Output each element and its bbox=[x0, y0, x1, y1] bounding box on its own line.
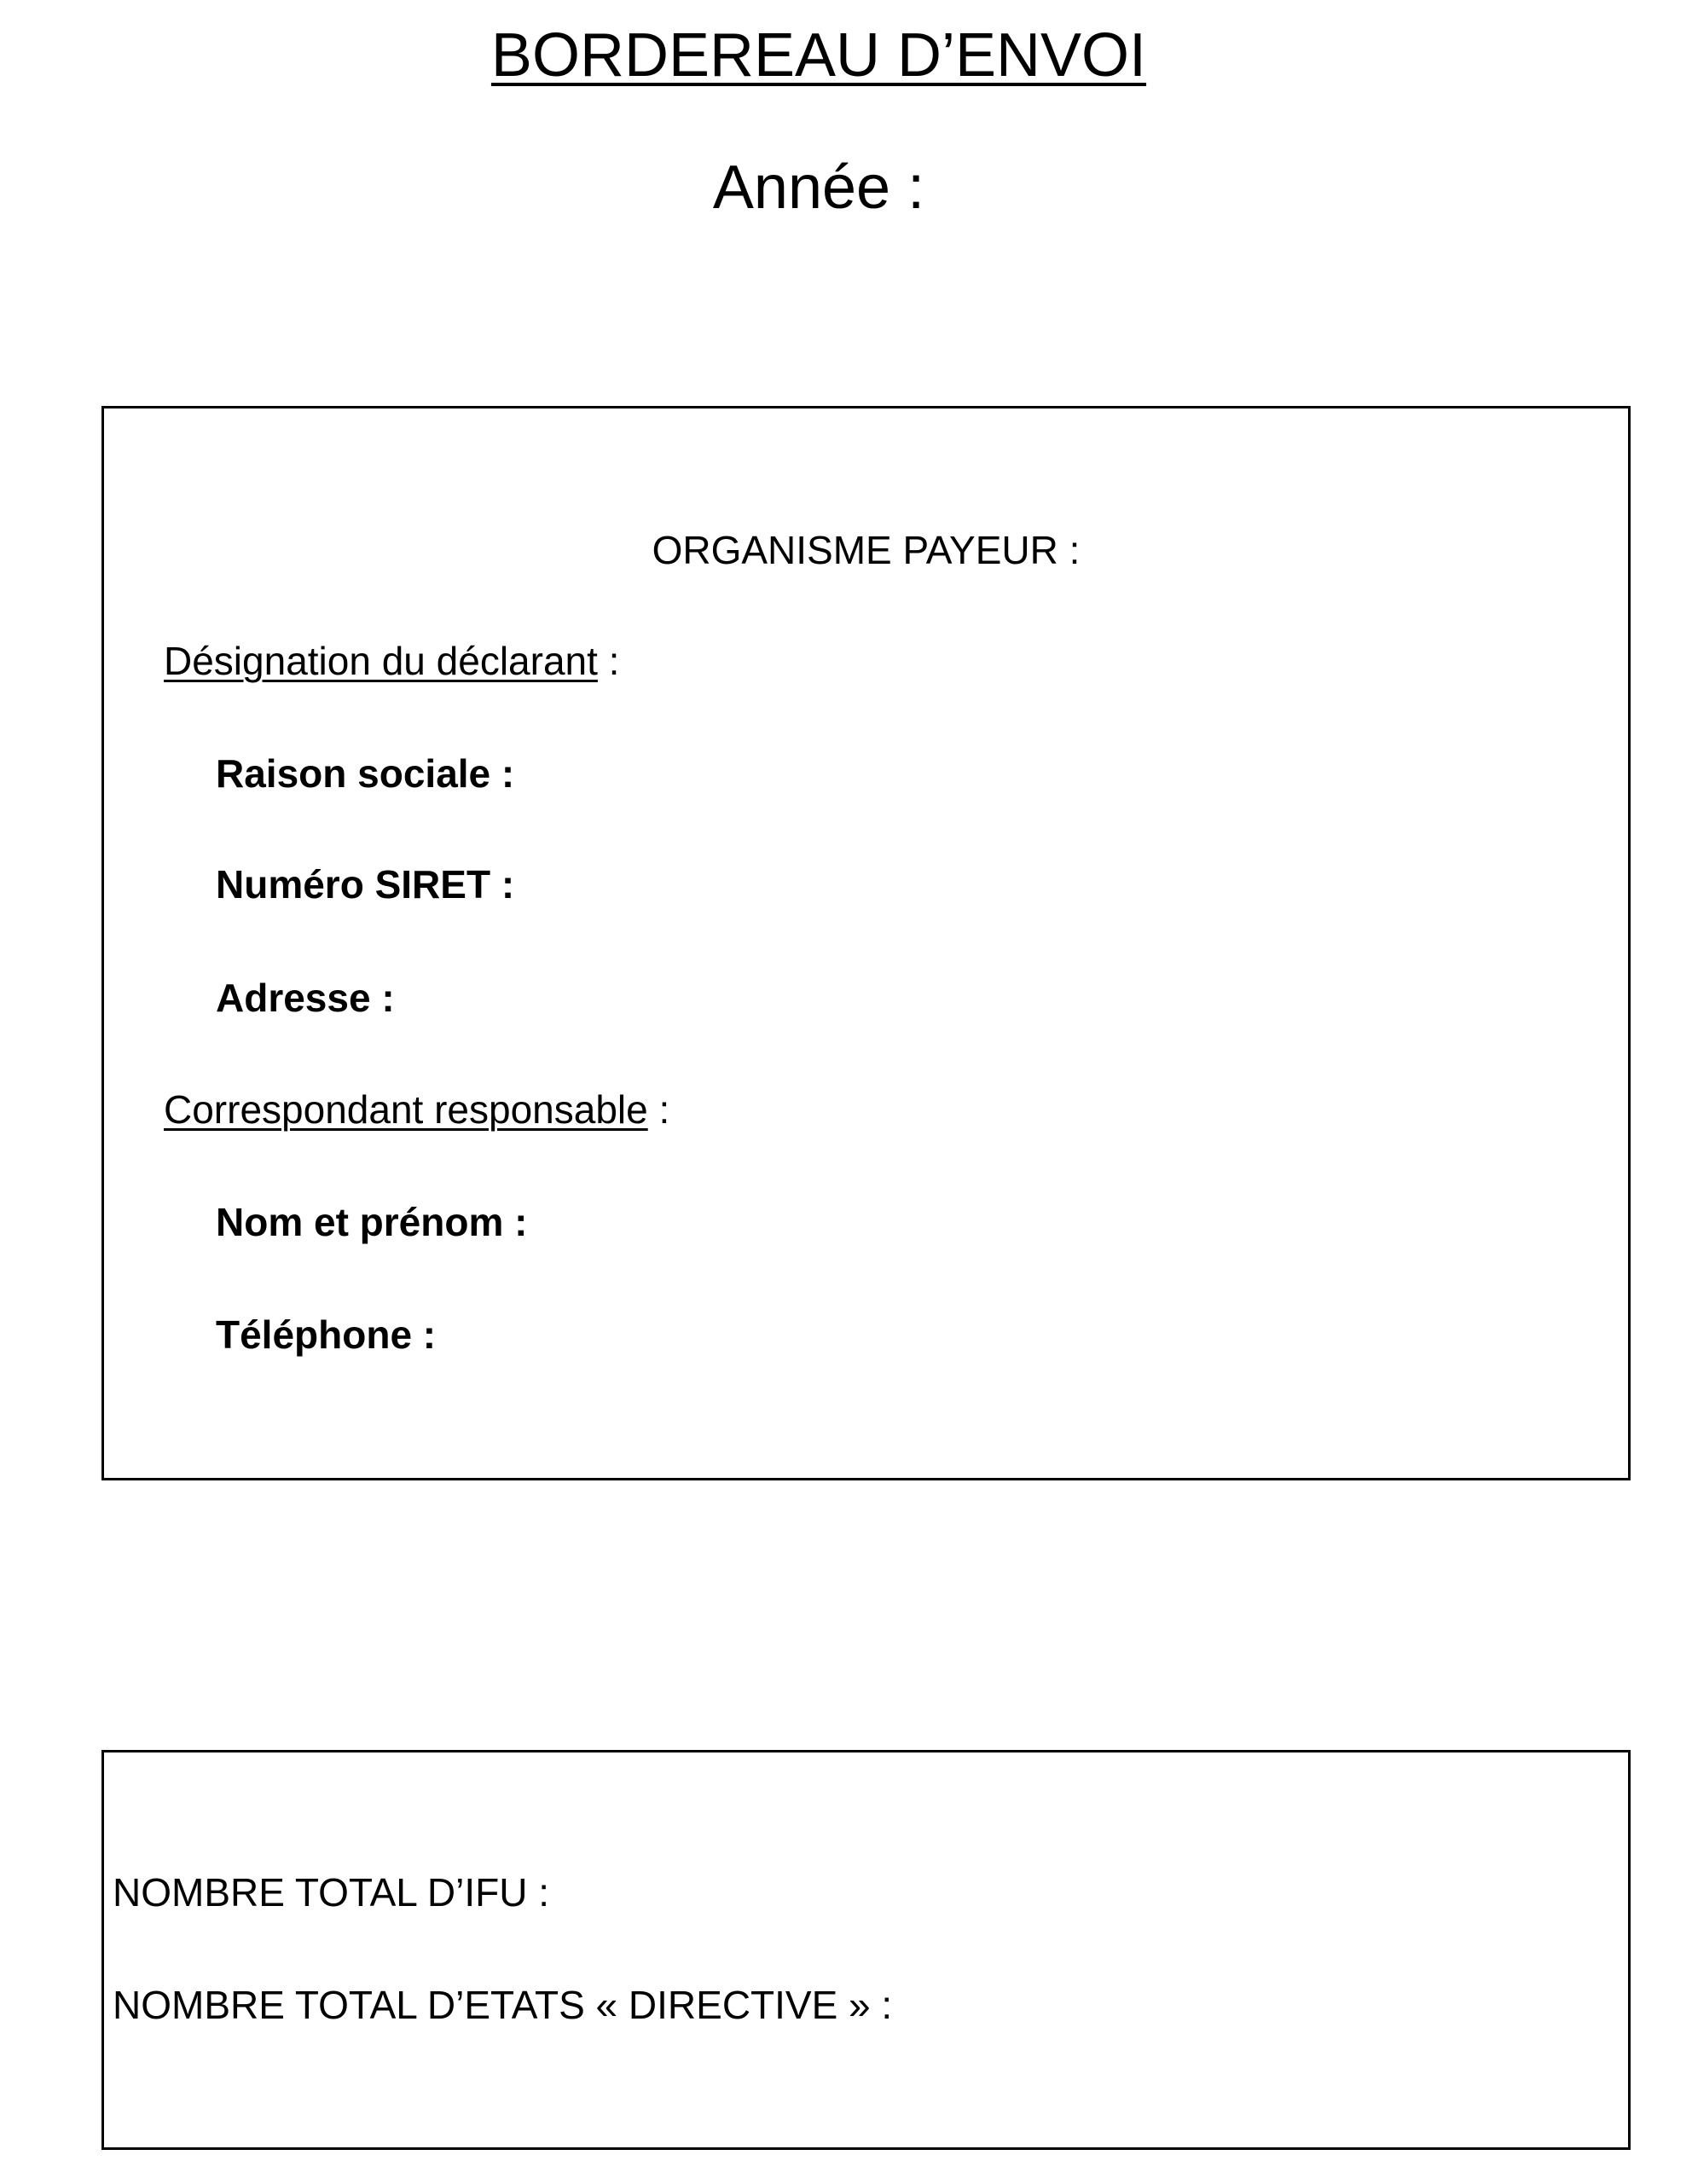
telephone-field: Téléphone : bbox=[216, 1312, 437, 1357]
totals-box bbox=[101, 1750, 1631, 2150]
nom-prenom-field: Nom et prénom : bbox=[216, 1200, 528, 1244]
correspondent-label: Correspondant responsable bbox=[164, 1087, 648, 1132]
siret-field: Numéro SIRET : bbox=[216, 862, 515, 907]
adresse-field: Adresse : bbox=[216, 976, 395, 1020]
payer-heading: ORGANISME PAYEUR : bbox=[652, 528, 1081, 572]
declarant-section-label bbox=[164, 637, 619, 685]
total-ifu-field: NOMBRE TOTAL D’IFU : bbox=[113, 1870, 550, 1915]
declarant-label: Désignation du déclarant bbox=[164, 639, 598, 683]
raison-sociale-field: Raison sociale : bbox=[216, 751, 515, 796]
year-label: Année : bbox=[712, 154, 925, 222]
payer-info-box bbox=[101, 406, 1631, 1480]
correspondent-section-label bbox=[164, 1086, 669, 1133]
correspondent-label-suffix: : bbox=[647, 1087, 670, 1132]
declarant-label-suffix: : bbox=[597, 639, 620, 683]
total-directive-field: NOMBRE TOTAL D’ETATS « DIRECTIVE » : bbox=[113, 1983, 893, 2027]
document-title: BORDEREAU D’ENVOI bbox=[490, 21, 1147, 90]
